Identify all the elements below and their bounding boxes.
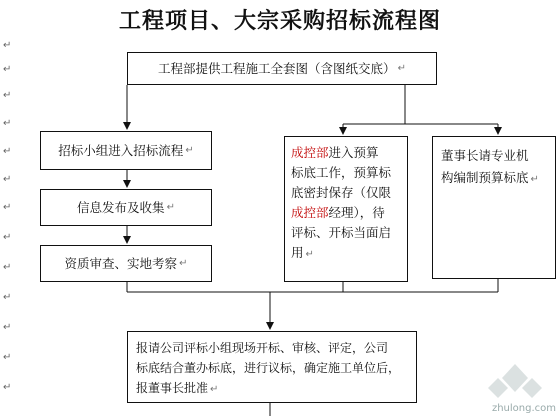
return-mark: ↵ [3,146,12,157]
box-info-release-text: 信息发布及收集 [77,199,165,215]
box-bid-evaluation [127,331,417,403]
cost-control-text: 经理），待 [328,205,385,220]
box-drawings-supply [127,52,437,85]
return-mark: ↵ [3,352,12,363]
return-mark: ↵ [3,262,12,273]
cost-control-line-6 [291,243,401,265]
return-mark: ↵ [179,257,188,269]
return-mark: ↵ [3,232,12,243]
return-mark: ↵ [3,40,12,51]
chairman-line-2 [441,167,547,191]
cost-control-line-2: 标底工作，预算标 [291,165,392,180]
chairman-text: 构编制预算标底 [441,170,529,185]
bid-evaluation-line-3 [136,378,408,400]
box-info-release [40,189,212,226]
cost-control-line-3: 底密封保存（仅限 [291,185,392,200]
bid-evaluation-line-1: 报请公司评标小组现场开标、审核、评定，公司 [136,341,389,355]
box-tender-group [40,131,212,170]
return-mark: ↵ [3,118,12,129]
box-cost-control [284,136,408,282]
bid-evaluation-line-2: 标底结合董办标底，进行议标，确定施工单位后， [136,361,401,375]
chairman-line-1: 董事长请专业机 [441,148,529,163]
return-mark: ↵ [3,322,12,333]
watermark-text: zhulong.com [491,403,556,414]
box-tender-group-text: 招标小组进入招标流程 [58,142,184,158]
return-mark: ↵ [3,64,12,75]
cost-control-text: 用 [291,245,304,260]
return-mark: ↵ [3,90,12,101]
return-mark: ↵ [397,62,406,74]
return-mark: ↵ [3,292,12,303]
box-drawings-supply-text: 工程部提供工程施工全套图（含图纸交底） [158,60,396,76]
box-chairman [432,136,556,279]
return-mark: ↵ [3,202,12,213]
cost-control-line-1 [291,143,401,163]
cost-control-dept-red: 成控部 [291,145,329,160]
cost-control-text: 进入预算 [328,145,379,160]
return-mark: ↵ [166,201,175,213]
box-qualification [40,245,212,282]
cost-control-line-4 [291,203,401,223]
cost-control-line-5: 评标、开标当面启 [291,225,392,240]
page-title: 工程项目、大宗采购招标流程图 [118,8,441,34]
return-mark: ↵ [210,384,219,395]
cost-control-dept-red: 成控部 [291,205,329,220]
return-mark: ↵ [185,144,194,156]
return-mark: ↵ [305,249,314,260]
bid-evaluation-text: 报董事长批准 [136,381,209,395]
return-mark: ↵ [3,382,12,393]
return-mark: ↵ [3,174,12,185]
box-qualification-text: 资质审查、实地考察 [64,255,178,271]
return-mark: ↵ [530,174,539,185]
